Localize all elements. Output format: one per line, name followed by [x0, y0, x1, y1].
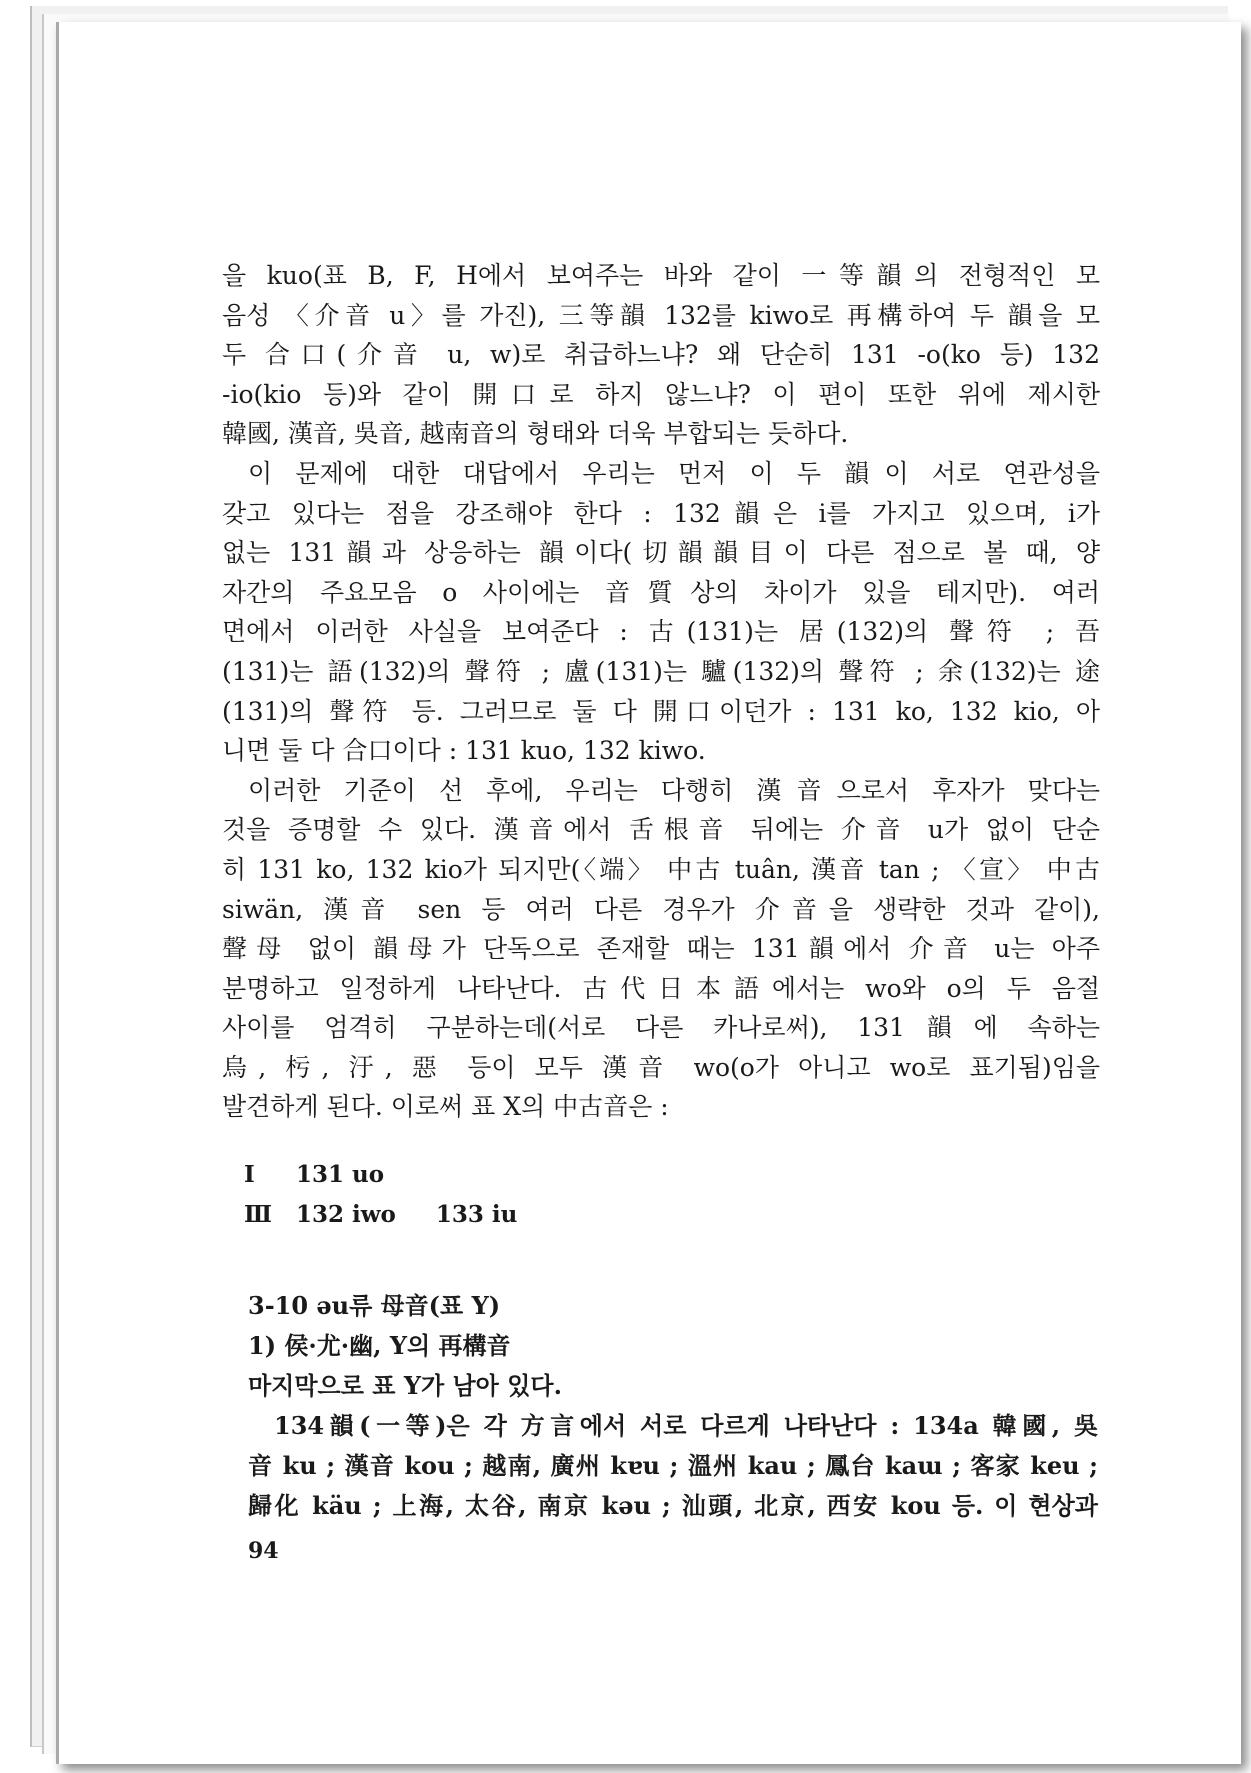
body-text [222, 256, 1100, 1127]
text-line: 분명하고 일정하게 나타난다. 古代日本語에서는 wo와 o의 두 음절 [222, 973, 1100, 1003]
text-line: 烏, 杇, 汙, 惡 등이 모두 漢音 wo(o가 아니고 wo로 표기됨)임을 [222, 1052, 1100, 1082]
text-line: -io(kio 등)와 같이 開口로 하지 않느냐? 이 편이 또한 위에 제시한 [222, 379, 1100, 409]
section-subheading: 1) 侯·尤·幽, Y의 再構音 [248, 1331, 511, 1360]
text-line: (131)의 聲符 등. 그러므로 둘 다 開口이던가 : 131 ko, 132 kio, 아 [222, 696, 1100, 726]
text-line: 음성 〈介音 u〉를 가진), 三等韻 132를 kiwo로 再構하여 두 韻을 모 [222, 300, 1100, 330]
text-line: 歸化 käu ; 上海, 太谷, 南京 kǝu ; 汕頭, 北京, 西安 kou 등. 이 현상과 [248, 1491, 1098, 1520]
division-label: Ⅰ [244, 1161, 255, 1188]
division-label: Ⅲ [244, 1201, 273, 1228]
text-line: 이러한 기준이 선 후에, 우리는 다행히 漢音으로서 후자가 맞다는 [248, 775, 1100, 805]
text-line: 사이를 엄격히 구분하는데(서로 다른 카나로써), 131韻에 속하는 [222, 1013, 1100, 1043]
table-row [244, 1155, 533, 1195]
table-x-rows [244, 1155, 533, 1235]
rhyme-cell: 132 iwo [296, 1201, 396, 1228]
text-line: 것을 증명할 수 있다. 漢音에서 舌根音 뒤에는 介音 u가 없이 단순 [222, 815, 1100, 845]
text-line: 두 合口(介音 u, w)로 취급하느냐? 왜 단순히 131 -o(ko 등) 132 [222, 340, 1100, 370]
text-line: 聲母 없이 韻母가 단독으로 존재할 때는 131韻에서 介音 u는 아주 [222, 934, 1100, 964]
text-line: 마지막으로 표 Y가 남아 있다. [248, 1371, 562, 1400]
section-heading: 3-10 ǝu류 母音(표 Y) [248, 1291, 501, 1320]
text-line: 韓國, 漢音, 吳音, 越南音의 형태와 더욱 부합되는 듯하다. [222, 419, 849, 449]
page-number: 94 [248, 1538, 279, 1564]
text-line: 갖고 있다는 점을 강조해야 한다 : 132韻은 i를 가지고 있으며, i가 [222, 498, 1100, 528]
text-line: siwän, 漢音 sen 등 여러 다른 경우가 介音을 생략한 것과 같이), [222, 894, 1100, 924]
text-line: 발견하게 된다. 이로써 표 X의 中古音은 : [222, 1092, 669, 1122]
text-line: 이 문제에 대한 대답에서 우리는 먼저 이 두 韻이 서로 연관성을 [248, 458, 1100, 488]
text-line: 音 ku ; 漢音 kou ; 越南, 廣州 kɐu ; 溫州 kau ; 鳳台 kaɯ ; 客家 keu ; [248, 1451, 1098, 1480]
rhyme-cell: 131 uo [296, 1161, 385, 1188]
rhyme-cell: 133 iu [435, 1201, 518, 1228]
text-line: 없는 131韻과 상응하는 韻이다(切韻韻目이 다른 점으로 볼 때, 양 [222, 538, 1100, 568]
section-3-10 [248, 1286, 1098, 1526]
text-line: 을 kuo(표 B, F, H에서 보여주는 바와 같이 一等韻의 전형적인 모 [222, 261, 1100, 290]
text-line: 히 131 ko, 132 kio가 되지만(〈端〉 中古 tuân, 漢音 tan ; 〈宣〉 中古 [222, 854, 1100, 884]
text-line: (131)는 語(132)의 聲符 ; 盧(131)는 驢(132)의 聲符 ; 余(132)는 途 [222, 656, 1100, 686]
text-line: 134韻(一等)은 각 方言에서 서로 다르게 나타난다 : 134a 韓國, 吳 [274, 1411, 1098, 1440]
table-row [244, 1195, 533, 1235]
text-line: 니면 둘 다 合口이다 : 131 kuo, 132 kiwo. [222, 736, 706, 766]
text-line: 면에서 이러한 사실을 보여준다 : 古(131)는 居(132)의 聲符 ; 吾 [222, 617, 1100, 647]
text-line: 자간의 주요모음 o 사이에는 音質상의 차이가 있을 테지만). 여러 [222, 577, 1100, 607]
